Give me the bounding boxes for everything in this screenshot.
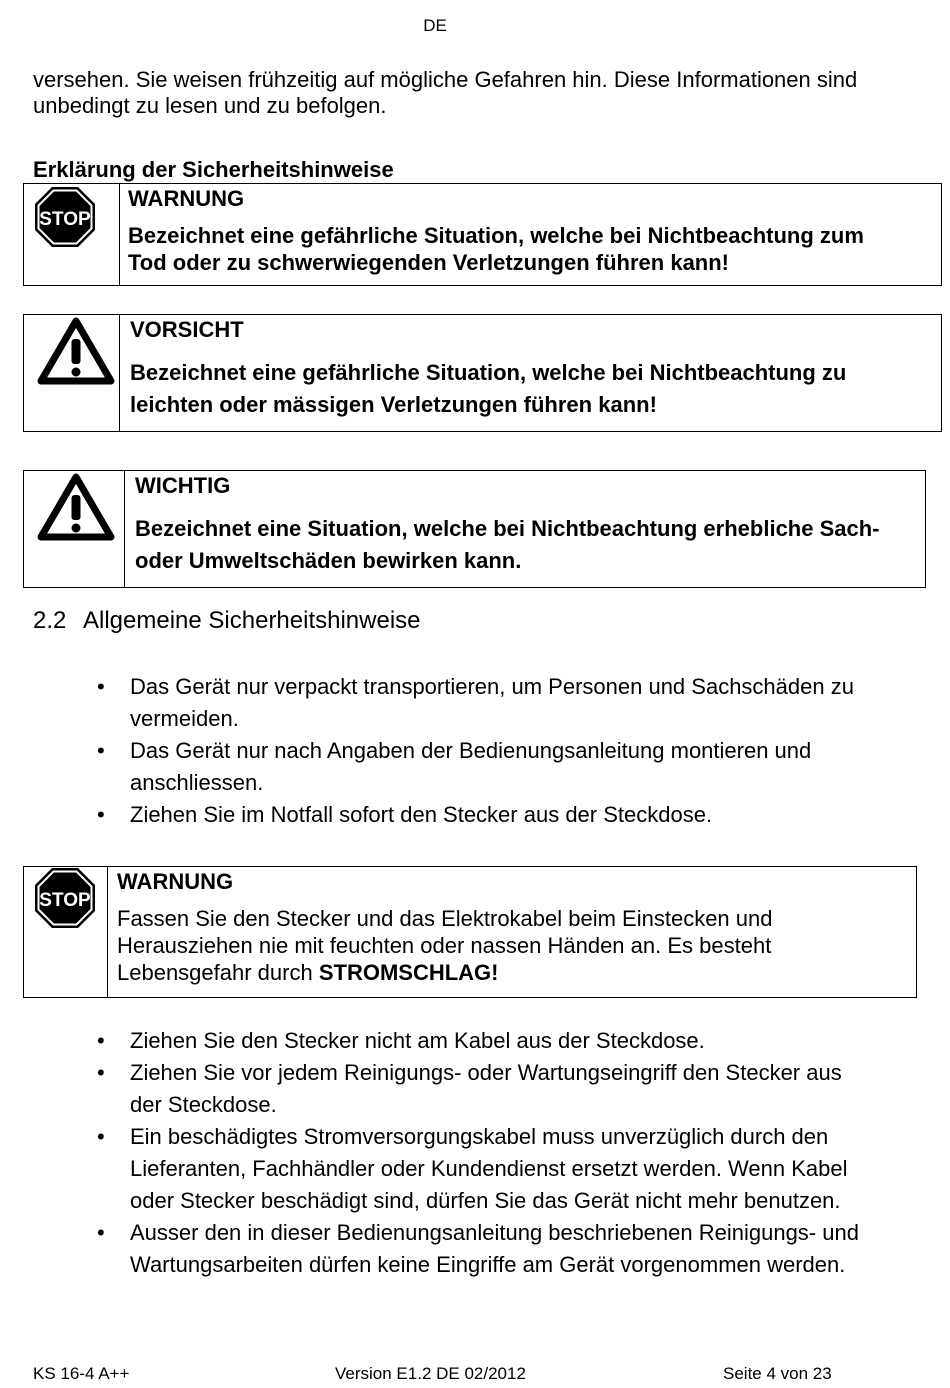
bullet-icon: • (97, 1124, 105, 1149)
warning2-description (117, 905, 773, 986)
footer-model: KS 16-4 A++ (33, 1364, 130, 1383)
list-item-line: Ein beschädigtes Stromversorgungskabel muss unverzüglich durch den (130, 1124, 829, 1149)
list-item (33, 1025, 923, 1057)
caution-description (130, 357, 846, 421)
bullet-icon: • (97, 802, 105, 827)
intro-paragraph (33, 67, 923, 119)
list-item-line: Das Gerät nur verpackt transportieren, um Personen und Sachschäden zu (130, 674, 854, 699)
list-item (33, 1057, 923, 1121)
warning-triangle-icon (37, 473, 115, 541)
bullet-icon: • (97, 674, 105, 699)
important-title: WICHTIG (135, 473, 231, 498)
footer-page-number: Seite 4 von 23 (723, 1364, 832, 1383)
notice-divider (119, 315, 120, 431)
electric-shock-warning-box (23, 866, 917, 998)
list-item-line: Ziehen Sie im Notfall sofort den Stecker aus der Steckdose. (130, 802, 713, 827)
important-line-1: Bezeichnet eine Situation, welche bei Nichtbeachtung erhebliche Sach- (135, 516, 880, 541)
list-item-line: vermeiden. (130, 706, 239, 731)
warning-triangle-icon (37, 317, 115, 385)
section-title: Allgemeine Sicherheitshinweise (83, 607, 421, 634)
stop-sign-text: STOP (39, 209, 91, 230)
bullet-icon: • (97, 1220, 105, 1245)
bullet-icon: • (97, 1028, 105, 1053)
warning-line-1: Bezeichnet eine gefährliche Situation, welche bei Nichtbeachtung zum (128, 223, 864, 248)
warning-title: WARNUNG (128, 186, 245, 211)
warning2-line-2: Herausziehen nie mit feuchten oder nassen Händen an. Es besteht (117, 933, 772, 958)
safety-bullet-list-1 (33, 671, 923, 831)
caution-line-2: leichten oder mässigen Verletzungen führen kann! (130, 392, 657, 417)
list-item-line: Lieferanten, Fachhändler oder Kundendienst ersetzt werden. Wenn Kabel (130, 1156, 848, 1181)
important-description (135, 513, 880, 577)
section-heading (33, 607, 421, 635)
warning2-line-1: Fassen Sie den Stecker und das Elektrokabel beim Einstecken und (117, 906, 773, 931)
list-item (33, 671, 923, 735)
list-item-line: anschliessen. (130, 770, 264, 795)
list-item-line: oder Stecker beschädigt sind, dürfen Sie das Gerät nicht mehr benutzen. (130, 1188, 841, 1213)
list-item-line: Ausser den in dieser Bedienungsanleitung beschriebenen Reinigungs- und (130, 1220, 859, 1245)
warning2-line-3 (117, 959, 773, 986)
caution-line-1: Bezeichnet eine gefährliche Situation, welche bei Nichtbeachtung zu (130, 360, 847, 385)
warning-notice-box (23, 183, 942, 286)
intro-line-2: unbedingt zu lesen und zu befolgen. (33, 93, 387, 118)
list-item (33, 735, 923, 799)
warning2-line-3-text: Lebensgefahr durch (117, 960, 319, 985)
caution-title: VORSICHT (130, 317, 244, 342)
notice-divider (107, 867, 108, 997)
explanation-heading: Erklärung der Sicherheitshinweise (33, 157, 394, 182)
list-item-line: Das Gerät nur nach Angaben der Bedienungsanleitung montieren und (130, 738, 812, 763)
bullet-icon: • (97, 1060, 105, 1085)
list-item-line: Ziehen Sie vor jedem Reinigungs- oder Wartungseingriff den Stecker aus (130, 1060, 842, 1085)
important-notice-box (23, 470, 926, 588)
footer-version: Version E1.2 DE 02/2012 (335, 1364, 526, 1383)
section-number: 2.2 (33, 607, 67, 634)
notice-divider (119, 184, 120, 285)
notice-divider (124, 471, 125, 587)
warning-line-2: Tod oder zu schwerwiegenden Verletzungen führen kann! (128, 250, 730, 275)
warning-description (128, 222, 864, 276)
list-item (33, 799, 923, 831)
list-item (33, 1217, 923, 1281)
stop-sign-icon (34, 867, 96, 929)
stop-sign-text: STOP (39, 890, 91, 911)
warning2-title: WARNUNG (117, 869, 234, 894)
page-language-header: DE (423, 16, 447, 35)
safety-bullet-list-2 (33, 1025, 923, 1281)
electric-shock-emphasis: STROMSCHLAG! (318, 960, 499, 985)
list-item-line: Wartungsarbeiten dürfen keine Eingriffe am Gerät vorgenommen werden. (130, 1252, 846, 1277)
list-item-line: der Steckdose. (130, 1092, 277, 1117)
important-line-2: oder Umweltschäden bewirken kann. (135, 548, 522, 573)
intro-line-1: versehen. Sie weisen frühzeitig auf mögliche Gefahren hin. Diese Informationen sind (33, 67, 858, 92)
list-item-line: Ziehen Sie den Stecker nicht am Kabel aus der Steckdose. (130, 1028, 705, 1053)
list-item (33, 1121, 923, 1217)
bullet-icon: • (97, 738, 105, 763)
stop-sign-icon (34, 186, 96, 248)
caution-notice-box (23, 314, 942, 432)
